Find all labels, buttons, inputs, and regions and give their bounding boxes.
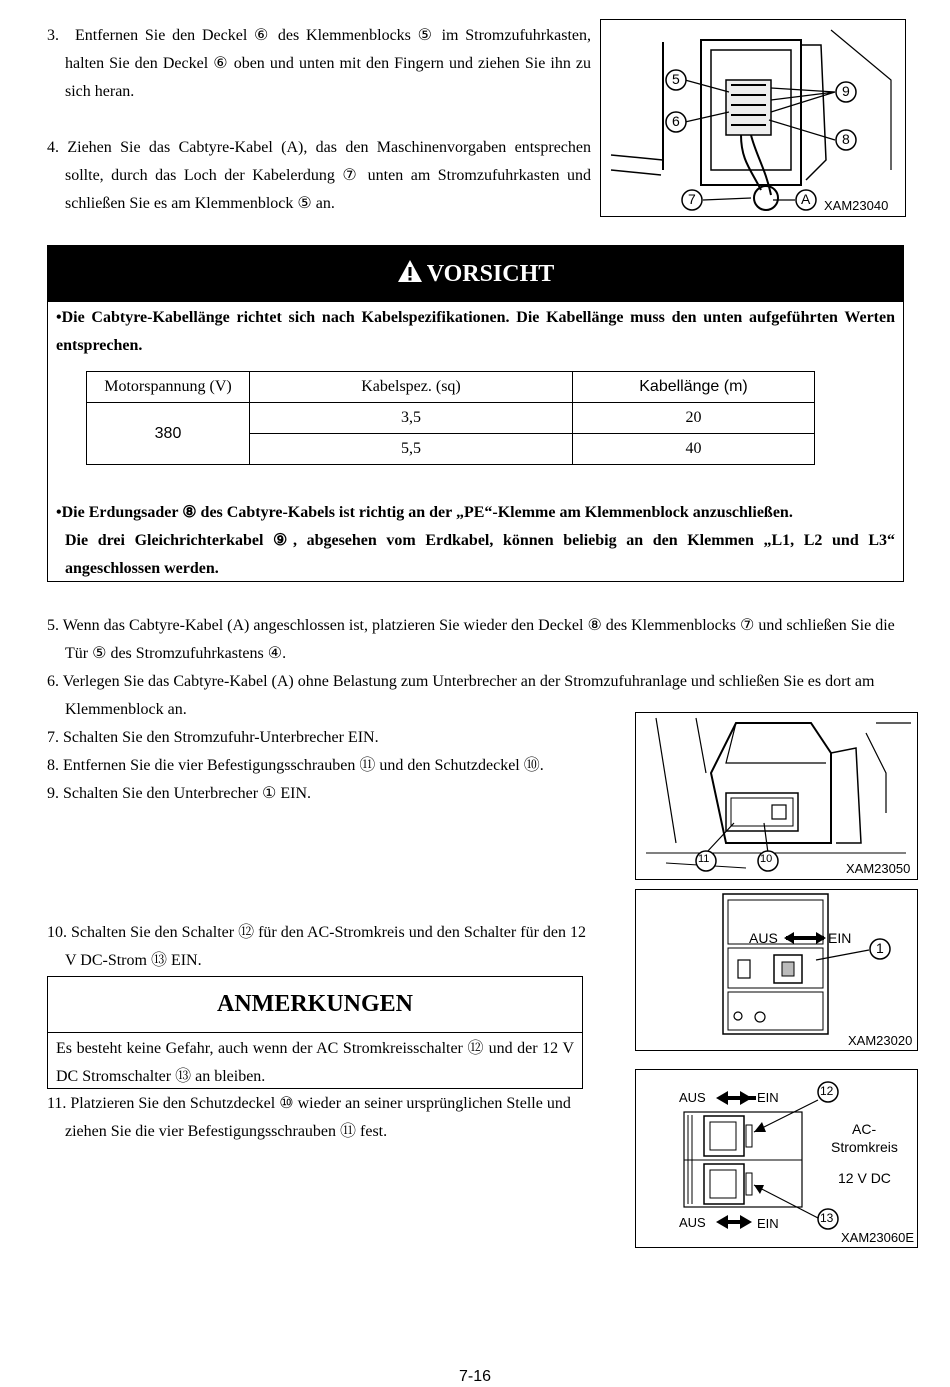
figure-breaker: [635, 889, 918, 1051]
protective-cover-drawing: [636, 713, 917, 879]
callout-8: 8: [842, 131, 850, 147]
table-cell: 40: [573, 434, 815, 465]
note-title: ANMERKUNGEN: [48, 977, 582, 1033]
breaker-drawing: [636, 890, 917, 1050]
table-cell: 20: [573, 403, 815, 434]
step-3: 3. Entfernen Sie den Deckel ⑥ des Klemmenblocks ⑤ im Stromzufuhrkasten, halten Sie den Deckel ⑥ oben und unten mit den Fingern und ziehen Sie ihn zu sich heran.: [47, 27, 591, 100]
label-aus: AUS: [749, 930, 778, 946]
label-ein-bottom: EIN: [757, 1216, 779, 1231]
step-8: 8. Entfernen Sie die vier Befestigungsschrauben ⑪ und den Schutzdeckel ⑩.: [47, 757, 544, 774]
callout-12: 12: [820, 1084, 834, 1098]
label-ac-line-1: AC-: [852, 1121, 877, 1137]
table-cell-voltage: 380: [87, 403, 250, 465]
label-ac-line-2: Stromkreis: [831, 1139, 898, 1155]
step-11: 11. Platzieren Sie den Schutzdeckel ⑩ wieder an seiner ursprünglichen Stelle und ziehen Sie die vier Befestigungsschrauben ⑪ fest.: [47, 1095, 571, 1140]
step-10: 10. Schalten Sie den Schalter ⑫ für den AC-Stromkreis und den Schalter für den 12 V DC-Strom ⑬ EIN.: [47, 924, 586, 969]
step-7: 7. Schalten Sie den Stromzufuhr-Unterbrecher EIN.: [47, 729, 379, 746]
figure-terminal-block: [600, 19, 906, 217]
callout-1: 1: [876, 940, 884, 956]
table-header: Motorspannung (V): [87, 372, 250, 403]
caution-bullet-2-line-1: •Die Erdungsader ⑧ des Cabtyre-Kabels ist richtig an der „PE“-Klemme am Klemmenblock anzuschließen.: [56, 504, 793, 521]
table-cell: 5,5: [250, 434, 573, 465]
callout-9: 9: [842, 83, 850, 99]
callout-13: 13: [820, 1211, 834, 1225]
table-cell: 3,5: [250, 403, 573, 434]
caution-title: VORSICHT: [426, 260, 555, 287]
step-5: 5. Wenn das Cabtyre-Kabel (A) angeschlossen ist, platzieren Sie wieder den Deckel ⑧ des Klemmenblocks ⑦ und schließen Sie die Tür ⑤ des Stromzufuhrkastens ④.: [47, 617, 895, 662]
warning-triangle-icon: [397, 259, 423, 290]
figure-code: XAM23020: [848, 1033, 913, 1048]
table-header-row: [87, 372, 815, 403]
callout-11: 11: [698, 853, 710, 865]
page-number: 7-16: [458, 1368, 492, 1385]
cable-spec-table: [86, 371, 815, 465]
figure-switches: [635, 1069, 918, 1248]
caution-header: [48, 246, 903, 302]
figure-code: XAM23060E: [841, 1230, 914, 1245]
table-row: [87, 403, 815, 434]
callout-6: 6: [672, 113, 680, 129]
callout-5: 5: [672, 71, 680, 87]
label-ein-top: EIN: [757, 1090, 779, 1105]
step-6: 6. Verlegen Sie das Cabtyre-Kabel (A) ohne Belastung zum Unterbrecher an der Stromzufuhranlage und schließen Sie es dort am Klemmenblock an.: [47, 673, 875, 718]
callout-7: 7: [688, 191, 696, 207]
callout-a: A: [801, 191, 811, 207]
table-header: Kabelspez. (sq): [250, 372, 573, 403]
figure-protective-cover: [635, 712, 918, 880]
step-9: 9. Schalten Sie den Unterbrecher ① EIN.: [47, 785, 312, 802]
figure-code: XAM23040: [824, 198, 889, 213]
caution-bullet-2-line-2: Die drei Gleichrichterkabel ⑨, abgesehen vom Erdkabel, können beliebig an den Klemmen „L1, L2 und L3“ angeschlossen werden.: [65, 532, 895, 577]
label-ein: EIN: [828, 930, 852, 946]
table-header: Kabellänge (m): [573, 372, 815, 403]
step-4: 4. Ziehen Sie das Cabtyre-Kabel (A), das den Maschinenvorgaben entsprechen sollte, durch das Loch der Kabelerdung ⑦ unten am Stromzufuhrkasten und schließen Sie es am Klemmenblock ⑤ an.: [47, 139, 591, 212]
callout-10: 10: [760, 853, 773, 865]
label-12v-dc: 12 V DC: [838, 1170, 891, 1186]
terminal-block-drawing: [601, 20, 905, 216]
figure-code: XAM23050: [846, 861, 911, 876]
note-box: [47, 976, 583, 1089]
note-text: Es besteht keine Gefahr, auch wenn der AC Stromkreisschalter ⑫ und der 12 V DC Stromschalter ⑬ an bleiben.: [56, 1040, 574, 1085]
label-aus-bottom: AUS: [679, 1215, 706, 1230]
caution-bullet-1: •Die Cabtyre-Kabellänge richtet sich nach Kabelspezifikationen. Die Kabellänge muss den unten aufgeführten Werten entsprechen.: [56, 309, 895, 354]
label-aus-top: AUS: [679, 1090, 706, 1105]
